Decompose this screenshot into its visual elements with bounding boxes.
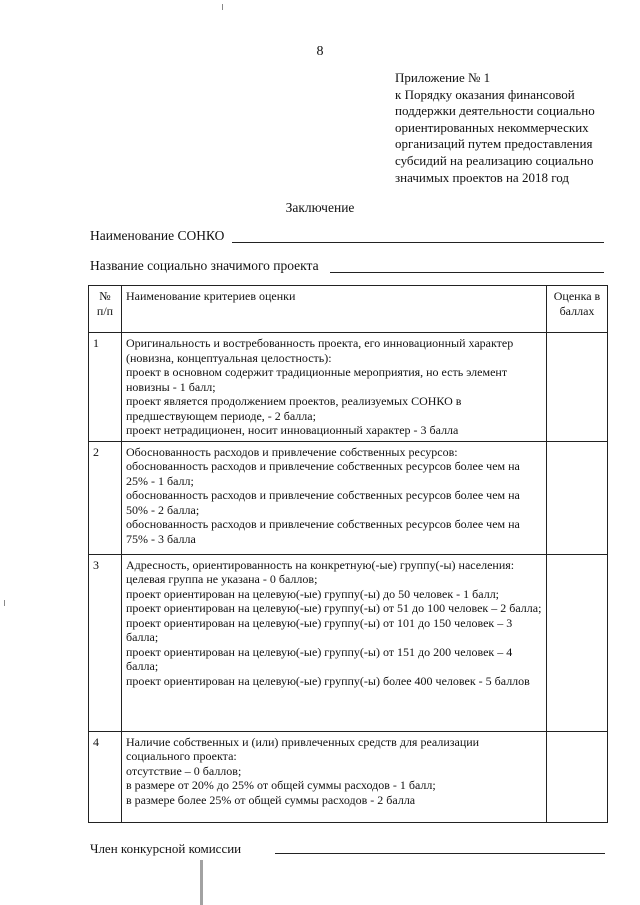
appendix-header (395, 70, 635, 186)
table-header-row (89, 286, 608, 333)
header-score: Оценка в баллах (547, 286, 608, 333)
header-criteria: Наименование критериев оценки (122, 286, 547, 333)
criteria-option: в размере от 20% до 25% от общей суммы расходов - 1 балл; (126, 778, 436, 792)
row-num (89, 441, 122, 554)
criteria-title: Обоснованность расходов и привлечение собственных ресурсов: (126, 444, 458, 459)
row-num-text: 4 (93, 734, 99, 749)
sonko-name-field (90, 228, 610, 244)
criteria-title: Оригинальность и востребованность проекта, его инновационный характер (новизна, концептуальная целостность): (126, 336, 514, 365)
table-row (89, 731, 608, 822)
page-number: 8 (316, 44, 324, 59)
document-title: Заключение (285, 200, 355, 215)
criteria-option: в размере более 25% от общей суммы расходов - 2 балла (126, 792, 416, 807)
criteria-option: обоснованность расходов и привлечение собственных ресурсов более чем на 25% - 1 балл; (126, 459, 520, 488)
criteria-option: проект ориентирован на целевую(-ые) группу(-ы) от 151 до 200 человек – 4 балла; (126, 644, 513, 673)
signature-label: Член конкурсной комиссии (90, 841, 242, 856)
project-name-line (330, 272, 604, 273)
row-num-text: 2 (93, 444, 99, 459)
criteria-cell (122, 333, 547, 442)
criteria-option: проект ориентирован на целевую(-ые) группу(-ы) от 101 до 150 человек – 3 балла; (126, 615, 513, 644)
appendix-line: субсидий на реализацию социально (395, 152, 594, 168)
project-name-field (90, 258, 610, 274)
row-num (89, 731, 122, 822)
criteria-cell (122, 441, 547, 554)
appendix-line: организаций путем предоставления (395, 136, 593, 152)
criteria-option: обоснованность расходов и привлечение собственных ресурсов более чем на 75% - 3 балла (126, 517, 520, 546)
criteria-option: целевая группа не указана - 0 баллов; (126, 572, 318, 586)
sonko-name-label: Наименование СОНКО (90, 228, 225, 243)
appendix-line: значимых проектов на 2018 год (395, 169, 569, 185)
criteria-option: обоснованность расходов и привлечение собственных ресурсов более чем на 50% - 2 балла; (126, 488, 520, 517)
table-row (89, 554, 608, 731)
table-row (89, 441, 608, 554)
criteria-option: проект ориентирован на целевую(-ые) группу(-ы) от 51 до 100 человек – 2 балла; (126, 601, 542, 615)
criteria-title: Адресность, ориентированность на конкретную(-ые) группу(-ы) населения: (126, 557, 515, 572)
criteria-cell (122, 731, 547, 822)
table-row (89, 333, 608, 442)
score-cell (547, 554, 608, 731)
row-num (89, 554, 122, 731)
appendix-line: Приложение № 1 (395, 70, 491, 85)
score-cell (547, 441, 608, 554)
criteria-option: проект является продолжением проектов, реализуемых СОНКО в предшествующем периоде, - 2 балла; (126, 394, 462, 423)
header-num: № п/п (89, 286, 122, 333)
appendix-line: к Порядку оказания финансовой (395, 86, 575, 102)
appendix-line: поддержки деятельности социально (395, 103, 595, 119)
criteria-table (88, 285, 608, 823)
criteria-option: проект нетрадиционен, носит инновационный характер - 3 балла (126, 423, 459, 437)
score-cell (547, 333, 608, 442)
row-num (89, 333, 122, 442)
row-num-text: 1 (93, 336, 99, 350)
scan-artifact (222, 4, 223, 10)
appendix-line: ориентированных некоммерческих (395, 119, 589, 135)
sonko-name-line (232, 242, 604, 243)
score-cell (547, 731, 608, 822)
criteria-title: Наличие собственных и (или) привлеченных средств для реализации социального проекта: (126, 734, 480, 763)
criteria-cell (122, 554, 547, 731)
criteria-option: проект ориентирован на целевую(-ые) группу(-ы) до 50 человек - 1 балл; (126, 586, 500, 601)
scan-artifact (200, 860, 203, 905)
signature-line (275, 853, 605, 854)
row-num-text: 3 (93, 557, 99, 572)
criteria-option: отсутствие – 0 баллов; (126, 763, 242, 778)
criteria-option: проект в основном содержит традиционные мероприятия, но есть элемент новизны - 1 балл; (126, 365, 508, 394)
project-name-label: Название социально значимого проекта (90, 258, 319, 273)
criteria-option: проект ориентирован на целевую(-ые) группу(-ы) более 400 человек - 5 баллов (126, 673, 530, 688)
scan-artifact (4, 600, 5, 606)
